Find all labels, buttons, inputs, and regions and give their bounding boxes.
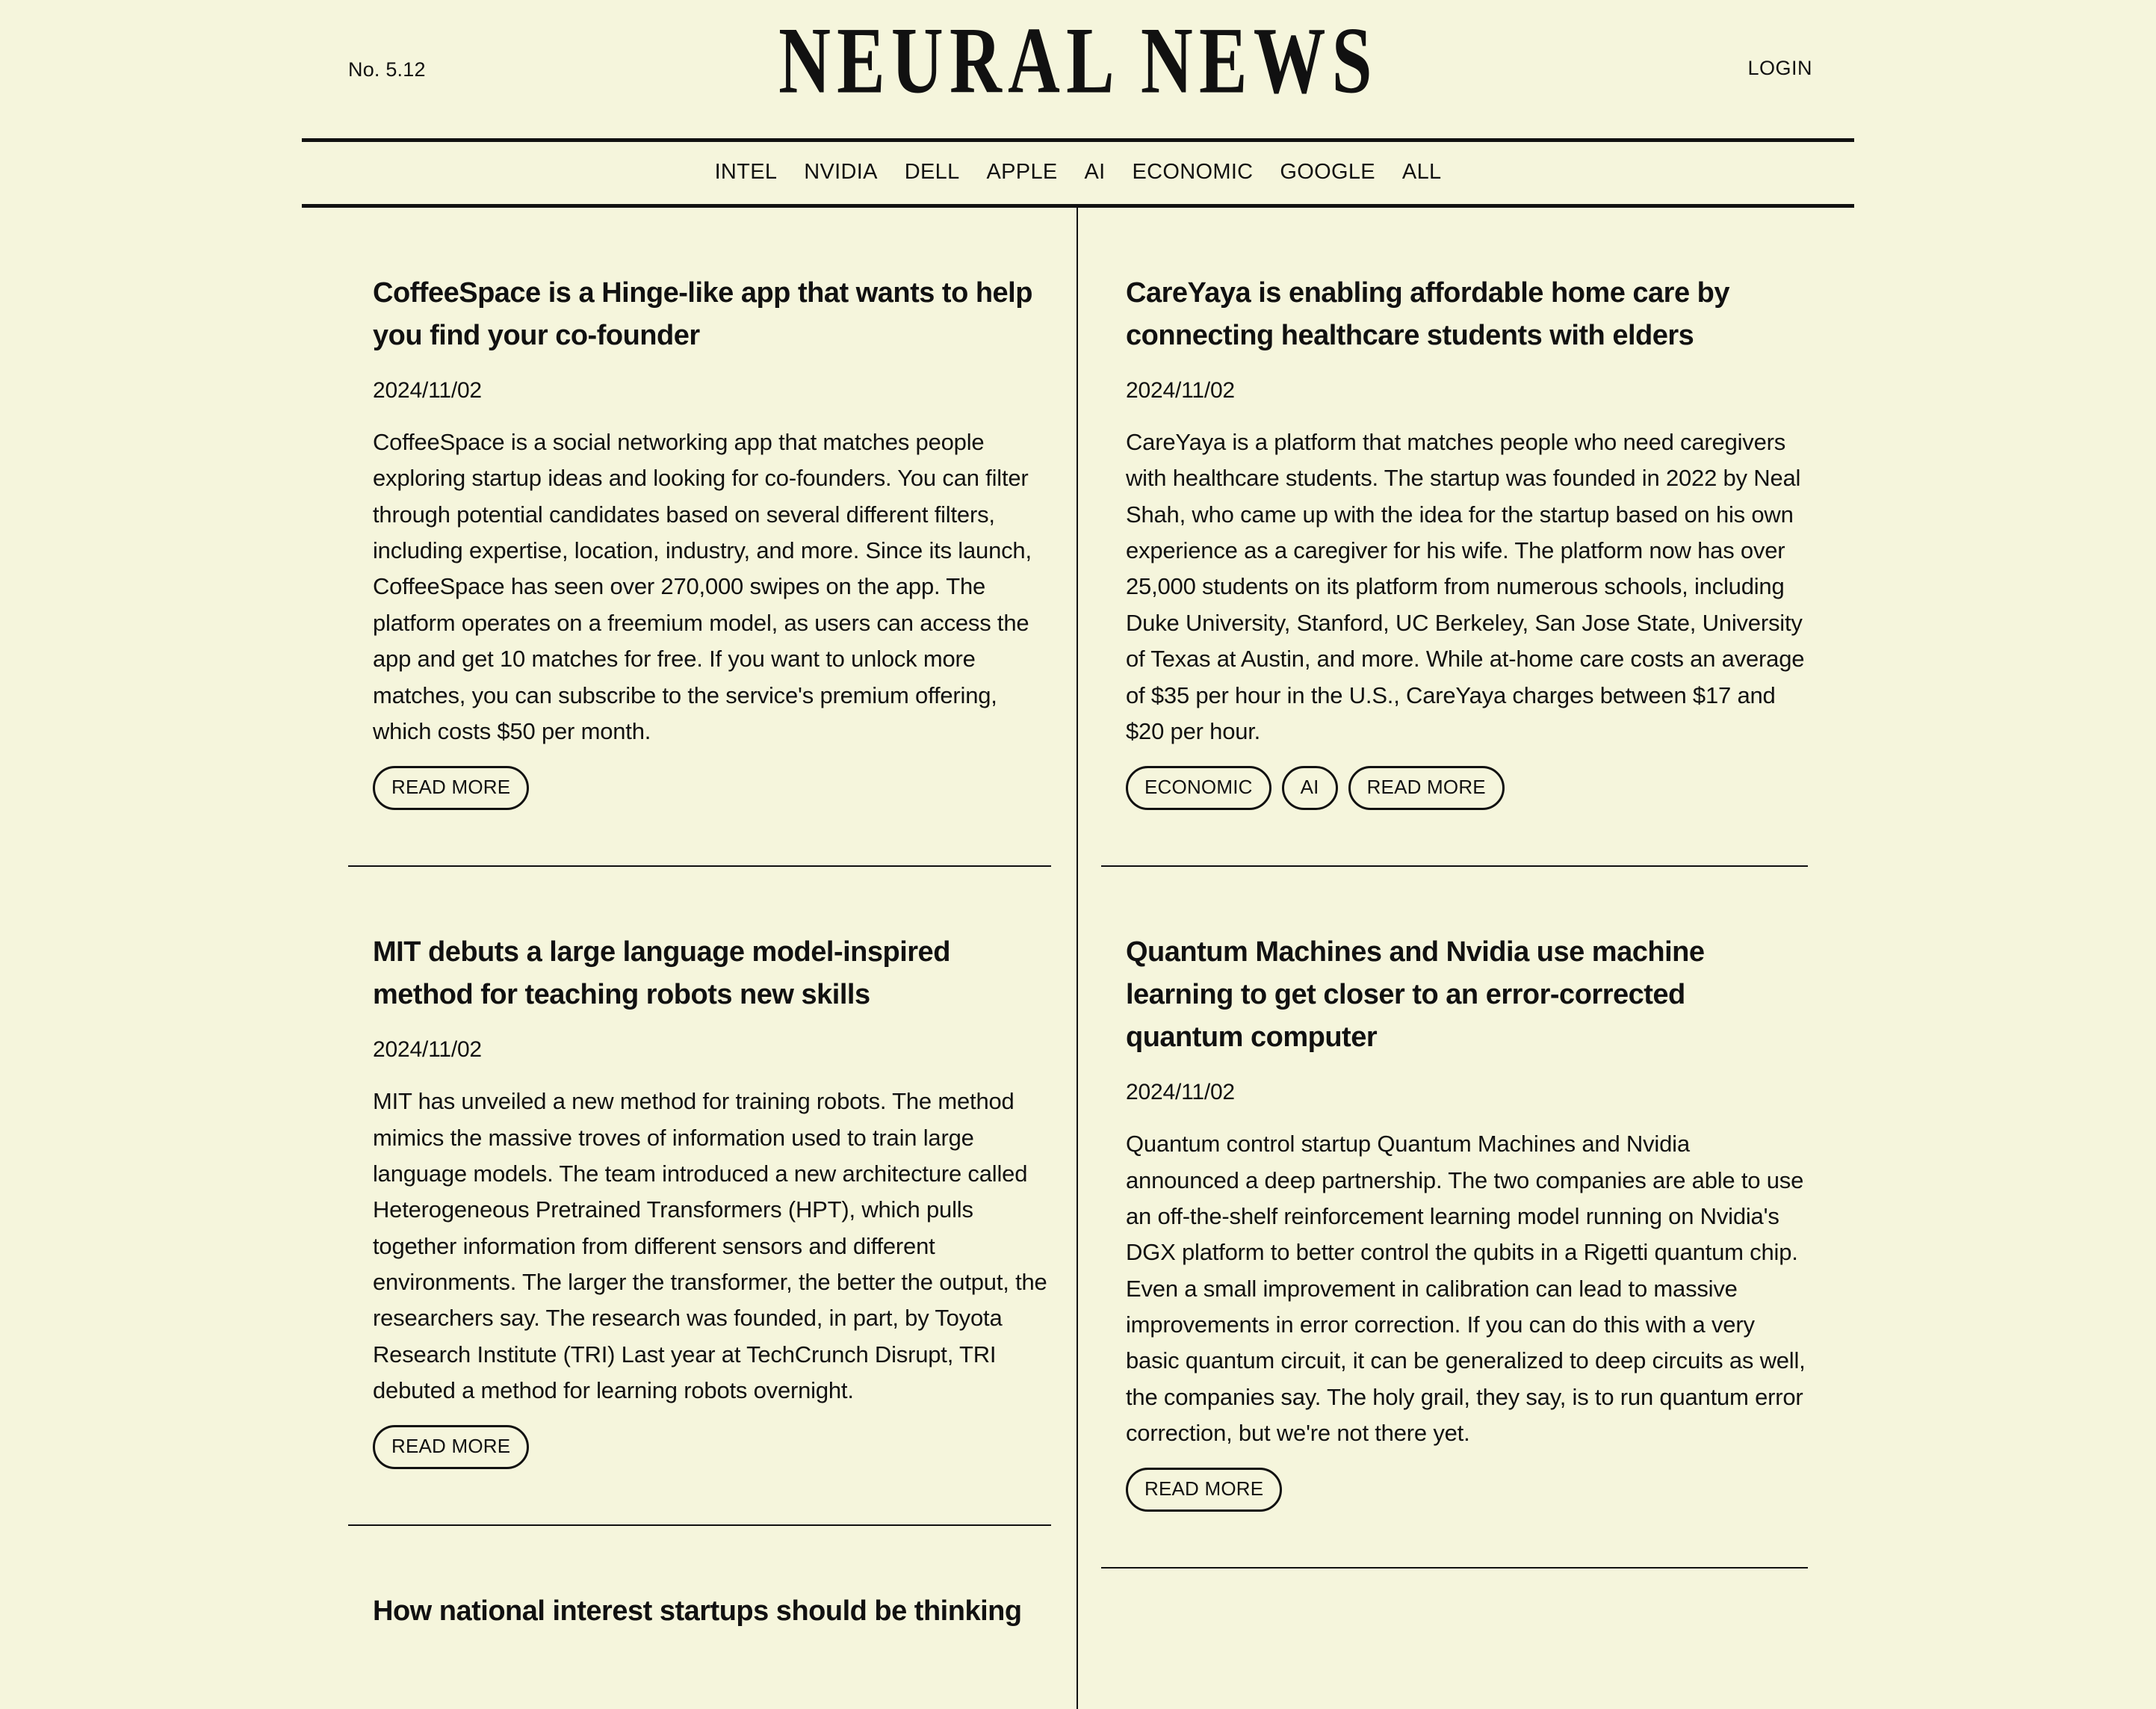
masthead-title[interactable]: NEURAL NEWS <box>778 7 1378 114</box>
main-content <box>302 208 1854 1709</box>
read-more-button[interactable]: READ MORE <box>1348 766 1505 810</box>
issue-number: No. 5.12 <box>348 58 426 81</box>
page-container <box>302 0 1854 1709</box>
article-title: How national interest startups should be thinking <box>373 1595 1022 1628</box>
masthead <box>302 7 1854 114</box>
article-title: CareYaya is enabling affordable home care by connecting healthcare students with elders <box>1126 277 1729 351</box>
article-title: MIT debuts a large language model-inspired method for teaching robots new skills <box>373 936 950 1011</box>
article-careyaya <box>1101 208 1808 867</box>
article-actions <box>373 1425 1051 1469</box>
nav-item-all[interactable]: ALL <box>1401 160 1442 184</box>
nav-item-apple[interactable]: APPLE <box>986 160 1058 184</box>
nav-item-google[interactable]: GOOGLE <box>1280 160 1375 184</box>
nav-item-dell[interactable]: DELL <box>904 160 960 184</box>
article-title: CoffeeSpace is a Hinge-like app that wants to help you find your co-founder <box>373 277 1032 351</box>
article-actions <box>373 766 1051 810</box>
article-body: MIT has unveiled a new method for training robots. The method mimics the massive troves of information used to train large language models. The team introduced a new architecture called Heterogeneous Pretrained Transformers (HPT), which pulls together information from different sensors and different environments. The larger the transformer, the better the output, the researchers say. The research was founded, in part, by Toyota Research Institute (TRI) Last year at TechCrunch Disrupt, TRI debuted a method for learning robots overnight. <box>373 1088 1047 1404</box>
login-button[interactable]: LOGIN <box>1747 57 1812 79</box>
article-body: Quantum control startup Quantum Machines and Nvidia announced a deep partnership. The two companies are able to use an off-the-shelf reinforcement learning model running on Nvidia's DGX platform to better control the qubits in a Rigetti quantum chip. Even a small improvement in calibration can lead to massive improvements in error correction. If you can do this with a very basic quantum circuit, it can be generalized to deep circuits as well, the companies say. The holy grail, they say, is to run quantum error correction, but we're not there yet. <box>1126 1131 1806 1447</box>
nav-item-nvidia[interactable]: NVIDIA <box>804 160 878 184</box>
nav-item-ai[interactable]: AI <box>1084 160 1106 184</box>
read-more-button[interactable]: READ MORE <box>373 1425 529 1469</box>
article-date: 2024/11/02 <box>1126 378 1235 403</box>
article-actions <box>1126 1468 1808 1512</box>
read-more-button[interactable]: READ MORE <box>1126 1468 1282 1512</box>
column-right <box>1078 208 1854 1709</box>
header <box>302 0 1854 138</box>
tag-economic[interactable]: ECONOMIC <box>1126 766 1271 810</box>
tag-ai[interactable]: AI <box>1282 766 1338 810</box>
article-body: CoffeeSpace is a social networking app that matches people exploring startup ideas and looking for co-founders. You can filter through potential candidates based on several different filters, including expertise, location, industry, and more. Since its launch, CoffeeSpace has seen over 270,000 swipes on the app. The platform operates on a freemium model, as users can access the app and get 10 matches for free. If you want to unlock more matches, you can subscribe to the service's premium offering, which costs $50 per month. <box>373 429 1032 744</box>
category-nav <box>302 138 1854 208</box>
article-coffeespace <box>348 208 1051 867</box>
article-title: Quantum Machines and Nvidia use machine learning to get closer to an error-corrected quantum computer <box>1126 936 1705 1054</box>
article-body: CareYaya is a platform that matches people who need caregivers with healthcare students. The startup was founded in 2022 by Neal Shah, who came up with the idea for the startup based on his own experience as a caregiver for his wife. The platform now has over 25,000 students on its platform from numerous schools, including Duke University, Stanford, UC Berkeley, San Jose State, University of Texas at Austin, and more. While at-home care costs an average of $35 per hour in the U.S., CareYaya charges between $17 and $20 per hour. <box>1126 429 1805 744</box>
article-date: 2024/11/02 <box>373 378 482 403</box>
read-more-button[interactable]: READ MORE <box>373 766 529 810</box>
article-national-interest <box>348 1526 1051 1709</box>
article-mit-robots <box>348 867 1051 1526</box>
column-left <box>302 208 1078 1709</box>
article-date: 2024/11/02 <box>373 1037 482 1063</box>
article-actions <box>1126 766 1808 810</box>
nav-item-intel[interactable]: INTEL <box>714 160 778 184</box>
nav-item-economic[interactable]: ECONOMIC <box>1132 160 1254 184</box>
article-date: 2024/11/02 <box>1126 1080 1235 1105</box>
article-quantum-machines <box>1101 867 1808 1569</box>
